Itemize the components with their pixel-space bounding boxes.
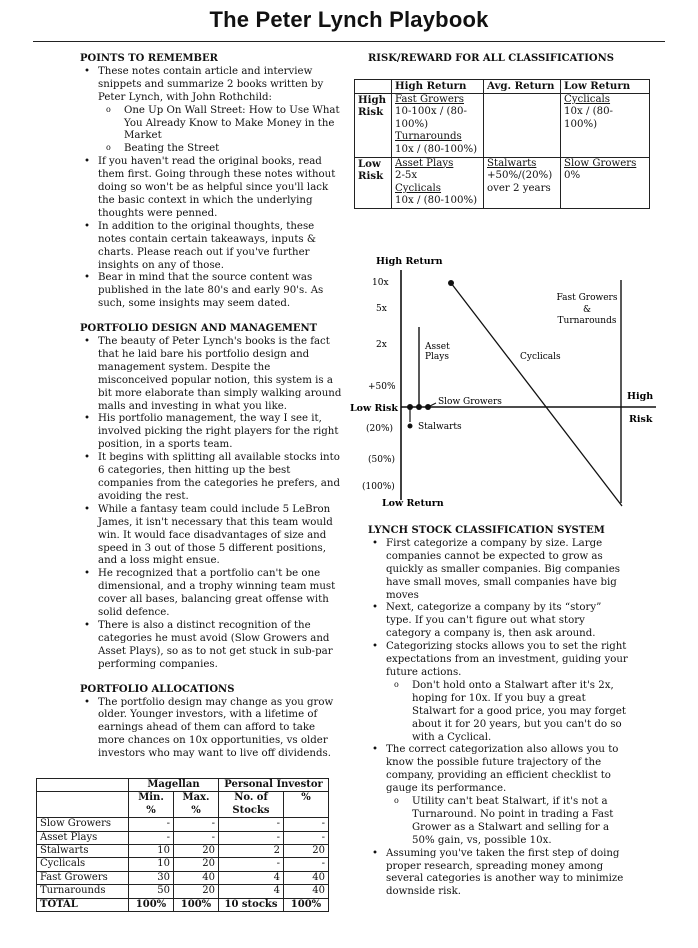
y-axis-top-label: High Return <box>376 256 443 267</box>
value-cell: - <box>284 858 329 871</box>
total-row: TOTAL 100% 100% 10 stocks 100% <box>37 898 329 911</box>
list-item: • He recognized that a portfolio can't be one dimensional, and a trophy winning team must cover all bases, balancing great offense with solid defence. <box>98 568 342 620</box>
category-cell: Slow Growers <box>37 818 129 831</box>
list-item: • Bear in mind that the source content was published in the late 80's and early 90's. As such, some insights may seem dated. <box>98 272 342 311</box>
list-item: • First categorize a company by size. Large companies cannot be expected to grow as quickly as smaller companies. Big companies have small moves, small companies have big moves <box>386 538 630 603</box>
table-row <box>37 871 329 884</box>
fast-growers-label: Fast Growers <box>556 293 618 303</box>
list-item: o One Up On Wall Street: How to Use What You Already Know to Make Money in the Market <box>124 105 342 144</box>
list-item: • The portfolio design may change as you grow older. Younger investors, with a lifetime of earnings ahead of them can afford to take more chances on 10x opportunities, vs older investors who may want to live off dividends. <box>98 697 342 762</box>
y-axis-bottom-label: Low Return <box>382 498 444 509</box>
stalwarts-low-point <box>408 424 413 429</box>
category-cell: Stalwarts <box>37 845 129 858</box>
value-cell: 10 <box>129 858 174 871</box>
tick-label: 5x <box>376 304 387 314</box>
list-item: • Assuming you've taken the first step of doing proper research, spreading money among several categories is another way to minimize downside risk. <box>386 848 630 900</box>
stalwarts-label: Stalwarts <box>418 422 462 432</box>
category-cell: Fast Growers <box>37 871 129 884</box>
value-cell: 4 <box>219 885 284 898</box>
high-risk-low-return: Cyclicals 10x / (80-100%) <box>561 93 650 157</box>
allocations-list <box>80 697 342 762</box>
x-axis-right-label: High <box>627 391 654 402</box>
risk-reward-table <box>354 79 650 209</box>
value-cell: - <box>129 831 174 844</box>
list-item: • Categorizing stocks allows you to set the right expectations from an investment, guiding your future actions. o Don't hold onto a Stalwart after it's 2x, hoping for 10x. If you buy a great Stalwart for a good price, you may forget about it for 20 years, but you can't do so with a Cyclical. <box>386 641 630 744</box>
category-cell: Turnarounds <box>37 885 129 898</box>
x-axis-left-label: Low Risk <box>350 403 398 414</box>
value-cell: 30 <box>129 871 174 884</box>
table-row <box>37 831 329 844</box>
value-cell: - <box>174 818 219 831</box>
value-cell: - <box>129 818 174 831</box>
value-cell: 2 <box>219 845 284 858</box>
low-risk-avg-return: Stalwarts +50%/(20%) over 2 years <box>484 157 561 208</box>
books-sublist <box>98 105 342 157</box>
title-rule <box>33 41 665 42</box>
points-list <box>80 66 342 311</box>
high-risk-header: High Risk <box>355 93 392 157</box>
allocations-heading: PORTFOLIO ALLOCATIONS <box>80 683 235 695</box>
slow-growers-label: Slow Growers <box>438 397 502 407</box>
value-cell: 50 <box>129 885 174 898</box>
list-item: • In addition to the original thoughts, these notes contain certain takeaways, inputs & charts. Please reach out if you've further insights on any of those. <box>98 221 342 273</box>
tick-label: (20%) <box>366 424 394 434</box>
value-cell: - <box>284 818 329 831</box>
cyclicals-label: Cyclicals <box>520 352 561 362</box>
value-cell: 20 <box>174 858 219 871</box>
cyclicals-high-point <box>448 280 454 286</box>
right-column <box>368 525 630 899</box>
risk-return-chart <box>344 250 660 515</box>
value-cell: - <box>284 831 329 844</box>
list-item: • These notes contain article and interview snippets and summarize 2 books written by Peter Lynch, with John Rothchild: o One Up On Wall Street: How to Use What You Already Know to Make Money in the Market o Beating the Street <box>98 66 342 156</box>
left-column <box>80 53 342 761</box>
value-cell: 40 <box>174 871 219 884</box>
fast-growers-label: Turnarounds <box>557 316 617 326</box>
category-cell: Asset Plays <box>37 831 129 844</box>
list-item: o Utility can't beat Stalwart, if it's not a Turnaround. No point in trading a Fast Grower as a Stalwart and selling for a 50% gain, vs, possible 10x. <box>412 796 630 848</box>
risk-reward-heading: RISK/REWARD FOR ALL CLASSIFICATIONS <box>368 53 614 64</box>
list-item: • The correct categorization also allows you to know the possible future trajectory of the company, providing an efficient checklist to gauge its performance. o Utility can't beat Stalwart, if it's not a Turnaround. No point in trading a Fast Grower as a Stalwart and selling for a 50% gain, vs, possible 10x. <box>386 744 630 847</box>
lynch-heading: LYNCH STOCK CLASSIFICATION SYSTEM <box>368 525 605 536</box>
low-risk-low-return: Slow Growers 0% <box>561 157 650 208</box>
tick-label: 2x <box>376 340 387 350</box>
value-cell: - <box>219 858 284 871</box>
list-item: o Don't hold onto a Stalwart after it's 2x, hoping for 10x. If you buy a great Stalwart for a good price, you may forget about it for 20 years, but you can't do so with a Cyclical. <box>412 680 630 745</box>
list-item: • His portfolio management, the way I see it, involved picking the right players for the right position, in a sports team. <box>98 413 342 452</box>
list-item: o Beating the Street <box>124 143 342 156</box>
value-cell: 20 <box>174 885 219 898</box>
table-row <box>37 885 329 898</box>
tick-label: 10x <box>372 278 389 288</box>
pct-header: % <box>284 792 329 818</box>
list-item: • There is also a distinct recognition of the categories he must avoid (Slow Growers and Asset Plays), so as to not get stuck in sub-par performing companies. <box>98 620 342 672</box>
value-cell: 20 <box>284 845 329 858</box>
high-return-header: High Return <box>392 80 484 94</box>
low-return-header: Low Return <box>561 80 650 94</box>
asset-plays-label: Asset <box>425 342 450 352</box>
page-title: The Peter Lynch Playbook <box>209 7 489 32</box>
table-row <box>37 818 329 831</box>
list-item: • While a fantasy team could include 5 LeBron James, it isn't necessary that this team would win. It would face disadvantages of size and speed in 3 out of those 5 different positions, and a loss might ensue. <box>98 504 342 569</box>
tick-label: +50% <box>368 382 396 392</box>
low-risk-header: Low Risk <box>355 157 392 208</box>
points-heading: POINTS TO REMEMBER <box>80 53 218 64</box>
low-risk-high-return: Asset Plays 2-5x Cyclicals 10x / (80-100%) <box>392 157 484 208</box>
personal-investor-header: Personal Investor <box>219 779 329 792</box>
portfolio-list <box>80 336 342 672</box>
table-row <box>37 845 329 858</box>
list-item: • If you haven't read the original books, read them first. Going through these notes without doing so won't be as helpful since you'll lack the basic context in which the underlying thoughts were penned. <box>98 156 342 221</box>
list-item: • The beauty of Peter Lynch's books is the fact that he laid bare his portfolio design and management system. Despite the misconceived popular notion, this system is a bit more elaborate than simply walking around malls and investing in what you like. <box>98 336 342 413</box>
value-cell: 4 <box>219 871 284 884</box>
tick-label: (100%) <box>362 482 395 492</box>
magellan-header: Magellan <box>129 779 219 792</box>
x-axis-right-label: Risk <box>629 414 653 425</box>
value-cell: 40 <box>284 871 329 884</box>
value-cell: - <box>219 818 284 831</box>
min-header: Min. % <box>129 792 174 818</box>
category-cell: Cyclicals <box>37 858 129 871</box>
allocation-table <box>36 778 329 912</box>
table-row <box>37 858 329 871</box>
value-cell: 20 <box>174 845 219 858</box>
avg-return-header: Avg. Return <box>484 80 561 94</box>
asset-plays-label: Plays <box>425 352 450 362</box>
tick-label: (50%) <box>368 455 396 465</box>
lynch-list <box>368 538 630 899</box>
fast-growers-label: & <box>582 305 592 315</box>
stocks-header: No. of Stocks <box>219 792 284 818</box>
high-risk-high-return: Fast Growers 10-100x / (80-100%) Turnarounds 10x / (80-100%) <box>392 93 484 157</box>
list-item: • Next, categorize a company by its “story” type. If you can't figure out what story category a company is, then ask around. <box>386 602 630 641</box>
portfolio-heading: PORTFOLIO DESIGN AND MANAGEMENT <box>80 323 318 335</box>
value-cell: - <box>174 831 219 844</box>
asset-plays-point <box>416 404 422 410</box>
max-header: Max. % <box>174 792 219 818</box>
value-cell: 10 <box>129 845 174 858</box>
value-cell: 40 <box>284 885 329 898</box>
value-cell: - <box>219 831 284 844</box>
list-item: • It begins with splitting all available stocks into 6 categories, then hitting up the best companies from the categories he prefers, and avoiding the rest. <box>98 452 342 504</box>
